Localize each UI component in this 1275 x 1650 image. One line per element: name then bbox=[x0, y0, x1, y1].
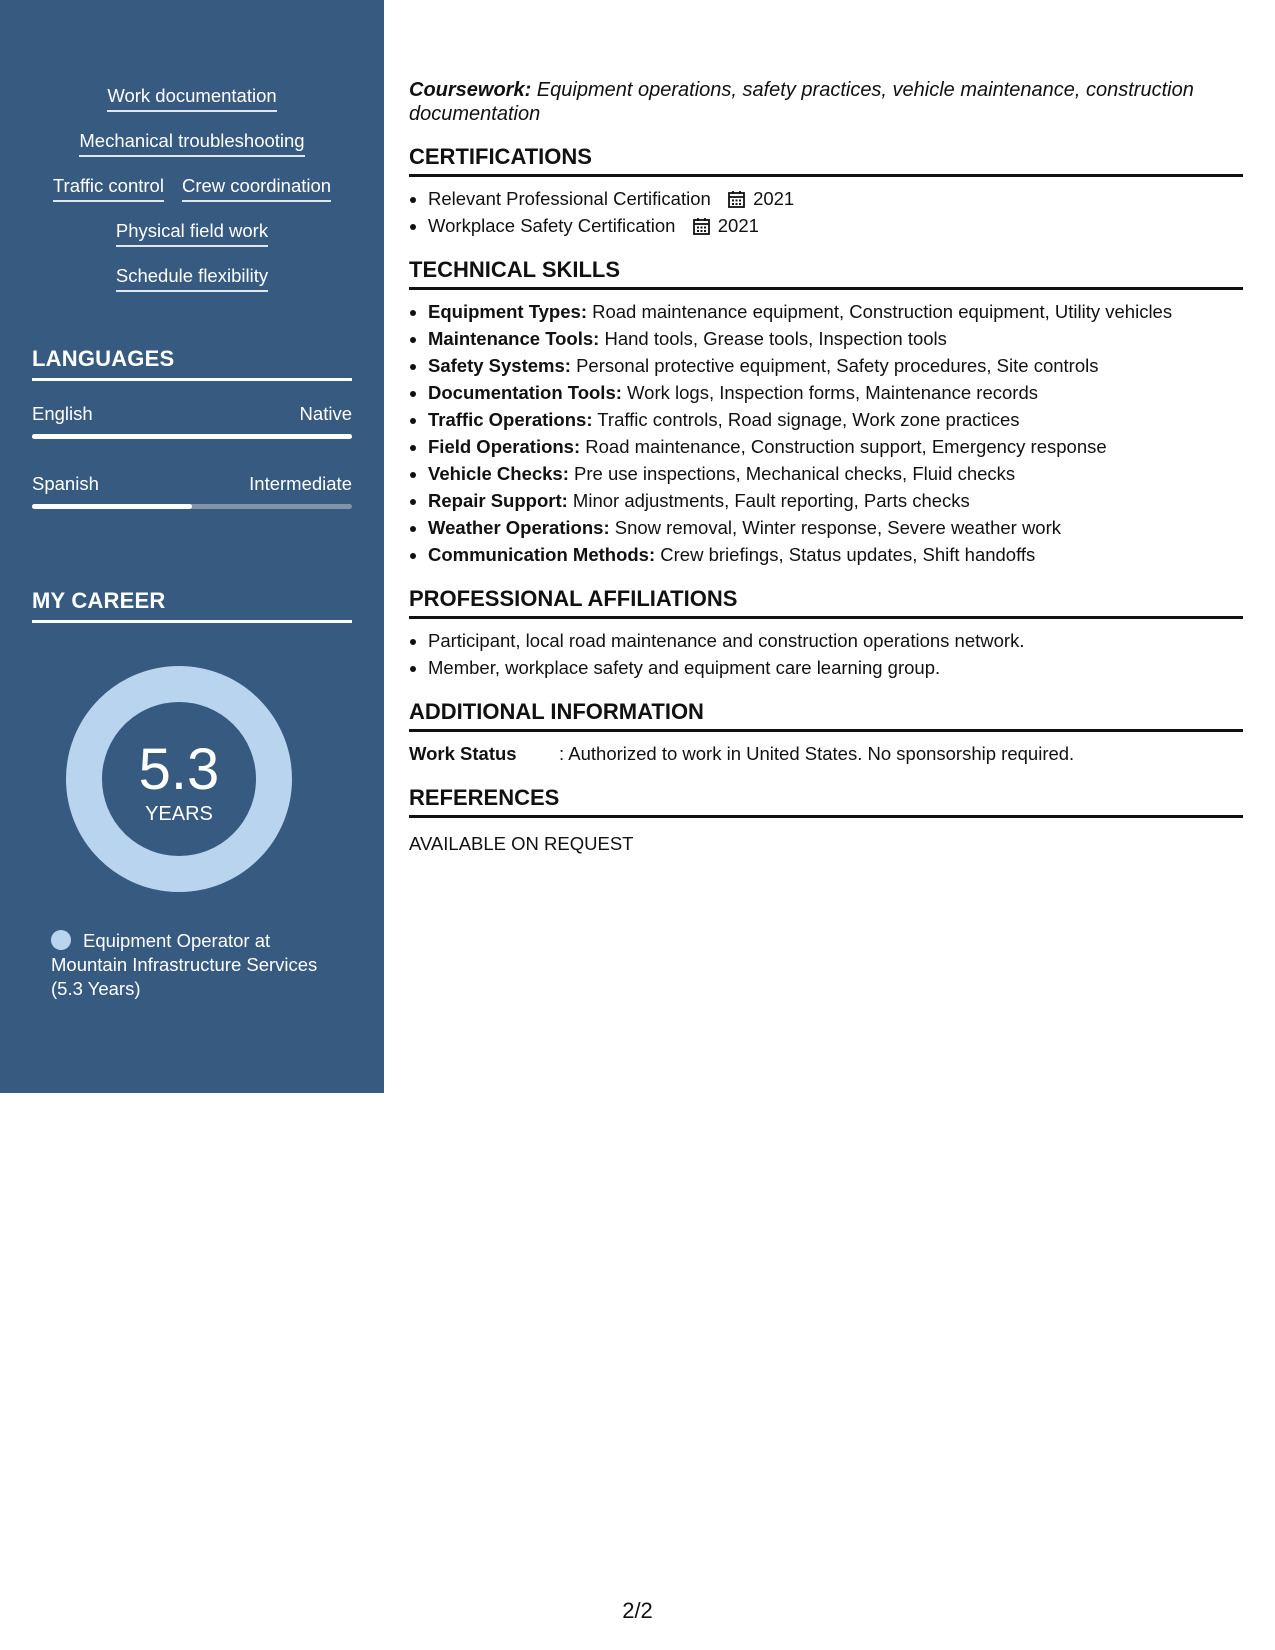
technical-skill-label: Field Operations: bbox=[428, 436, 581, 457]
main-content bbox=[409, 78, 1243, 857]
work-status-label: Work Status bbox=[409, 743, 517, 764]
technical-skill-item bbox=[428, 433, 1243, 460]
technical-skill-text: Traffic controls, Road signage, Work zone practices bbox=[592, 409, 1020, 430]
career-legend-dot bbox=[51, 930, 71, 950]
language-name: English bbox=[32, 403, 93, 424]
technical-skill-text: Crew briefings, Status updates, Shift handoffs bbox=[655, 544, 1036, 565]
certification-item bbox=[428, 185, 1243, 212]
technical-skill-item bbox=[428, 514, 1243, 541]
language-bar-fill bbox=[32, 504, 192, 509]
additional-info-heading: ADDITIONAL INFORMATION bbox=[409, 699, 1243, 732]
skill-tag: Mechanical troubleshooting bbox=[79, 129, 304, 157]
certification-year: 2021 bbox=[753, 188, 795, 209]
work-status-row bbox=[409, 740, 1243, 767]
career-item-text: Equipment Operator at Mountain Infrastructure Services (5.3 Years) bbox=[51, 930, 318, 999]
calendar-icon bbox=[728, 190, 745, 208]
career-donut bbox=[66, 666, 292, 892]
technical-skill-item bbox=[428, 352, 1243, 379]
certification-name: Workplace Safety Certification bbox=[428, 215, 676, 236]
affiliations-list bbox=[409, 627, 1243, 681]
career-heading: MY CAREER bbox=[32, 588, 352, 623]
technical-skill-label: Vehicle Checks: bbox=[428, 463, 569, 484]
skill-tag: Work documentation bbox=[107, 84, 276, 112]
skill-tag: Traffic control bbox=[53, 174, 164, 202]
affiliations-heading: PROFESSIONAL AFFILIATIONS bbox=[409, 586, 1243, 619]
coursework bbox=[409, 78, 1243, 126]
skills-list bbox=[32, 84, 352, 309]
technical-skill-text: Road maintenance, Construction support, Emergency response bbox=[580, 436, 1107, 457]
skill-row bbox=[32, 129, 352, 157]
skill-row bbox=[32, 84, 352, 112]
language-item bbox=[32, 472, 352, 509]
certifications-heading: CERTIFICATIONS bbox=[409, 144, 1243, 177]
coursework-label: Coursework: bbox=[409, 79, 532, 101]
technical-skill-item bbox=[428, 325, 1243, 352]
technical-skill-text: Personal protective equipment, Safety procedures, Site controls bbox=[570, 355, 1099, 376]
skill-row bbox=[32, 174, 352, 202]
page-number: 2/2 bbox=[622, 1598, 653, 1623]
technical-skill-text: Work logs, Inspection forms, Maintenance records bbox=[621, 382, 1038, 403]
technical-skill-label: Safety Systems: bbox=[428, 355, 571, 376]
skill-row bbox=[32, 219, 352, 247]
certifications-list bbox=[409, 185, 1243, 239]
career-years-unit: YEARS bbox=[145, 803, 213, 825]
affiliation-item: • Member, workplace safety and equipment care learning group. bbox=[428, 654, 1243, 681]
technical-skills-heading: TECHNICAL SKILLS bbox=[409, 257, 1243, 290]
skill-tag: Crew coordination bbox=[182, 174, 331, 202]
work-status-value: : Authorized to work in United States. No sponsorship required. bbox=[559, 743, 1075, 764]
references-heading: REFERENCES bbox=[409, 785, 1243, 818]
technical-skill-label: Traffic Operations: bbox=[428, 409, 593, 430]
language-name: Spanish bbox=[32, 473, 99, 494]
technical-skill-item bbox=[428, 298, 1243, 325]
language-bar bbox=[32, 434, 352, 439]
technical-skill-item bbox=[428, 487, 1243, 514]
technical-skill-item bbox=[428, 406, 1243, 433]
certification-name: Relevant Professional Certification bbox=[428, 188, 711, 209]
language-bar-fill bbox=[32, 434, 352, 439]
technical-skill-label: Documentation Tools: bbox=[428, 382, 622, 403]
technical-skill-text: Road maintenance equipment, Construction equipment, Utility vehicles bbox=[586, 301, 1173, 322]
career-years-value: 5.3 bbox=[138, 737, 220, 802]
technical-skill-text: Hand tools, Grease tools, Inspection tools bbox=[599, 328, 947, 349]
certification-item bbox=[428, 212, 1243, 239]
technical-skill-text: Minor adjustments, Fault reporting, Parts checks bbox=[567, 490, 970, 511]
technical-skill-item bbox=[428, 541, 1243, 568]
skill-tag: Schedule flexibility bbox=[116, 264, 268, 292]
certification-year: 2021 bbox=[717, 215, 759, 236]
language-bar bbox=[32, 504, 352, 509]
languages-heading: LANGUAGES bbox=[32, 346, 352, 381]
technical-skills-list bbox=[409, 298, 1243, 568]
coursework-text: Equipment operations, safety practices, vehicle maintenance, construction documentation bbox=[409, 79, 1194, 125]
skill-row bbox=[32, 264, 352, 292]
technical-skill-label: Repair Support: bbox=[428, 490, 568, 511]
calendar-icon bbox=[693, 217, 710, 235]
skill-tag: Physical field work bbox=[116, 219, 268, 247]
career-item bbox=[51, 929, 341, 1001]
technical-skill-label: Communication Methods: bbox=[428, 544, 656, 565]
language-level: Intermediate bbox=[249, 473, 352, 494]
technical-skill-label: Equipment Types: bbox=[428, 301, 587, 322]
technical-skill-item bbox=[428, 379, 1243, 406]
references-text: AVAILABLE ON REQUEST bbox=[409, 833, 634, 854]
affiliation-item: • Participant, local road maintenance and construction operations network. bbox=[428, 627, 1243, 654]
technical-skill-text: Snow removal, Winter response, Severe weather work bbox=[609, 517, 1062, 538]
technical-skill-text: Pre use inspections, Mechanical checks, Fluid checks bbox=[568, 463, 1016, 484]
technical-skill-label: Maintenance Tools: bbox=[428, 328, 600, 349]
language-item bbox=[32, 402, 352, 439]
technical-skill-label: Weather Operations: bbox=[428, 517, 610, 538]
sidebar bbox=[0, 0, 384, 1093]
language-level: Native bbox=[299, 403, 352, 424]
technical-skill-item bbox=[428, 460, 1243, 487]
